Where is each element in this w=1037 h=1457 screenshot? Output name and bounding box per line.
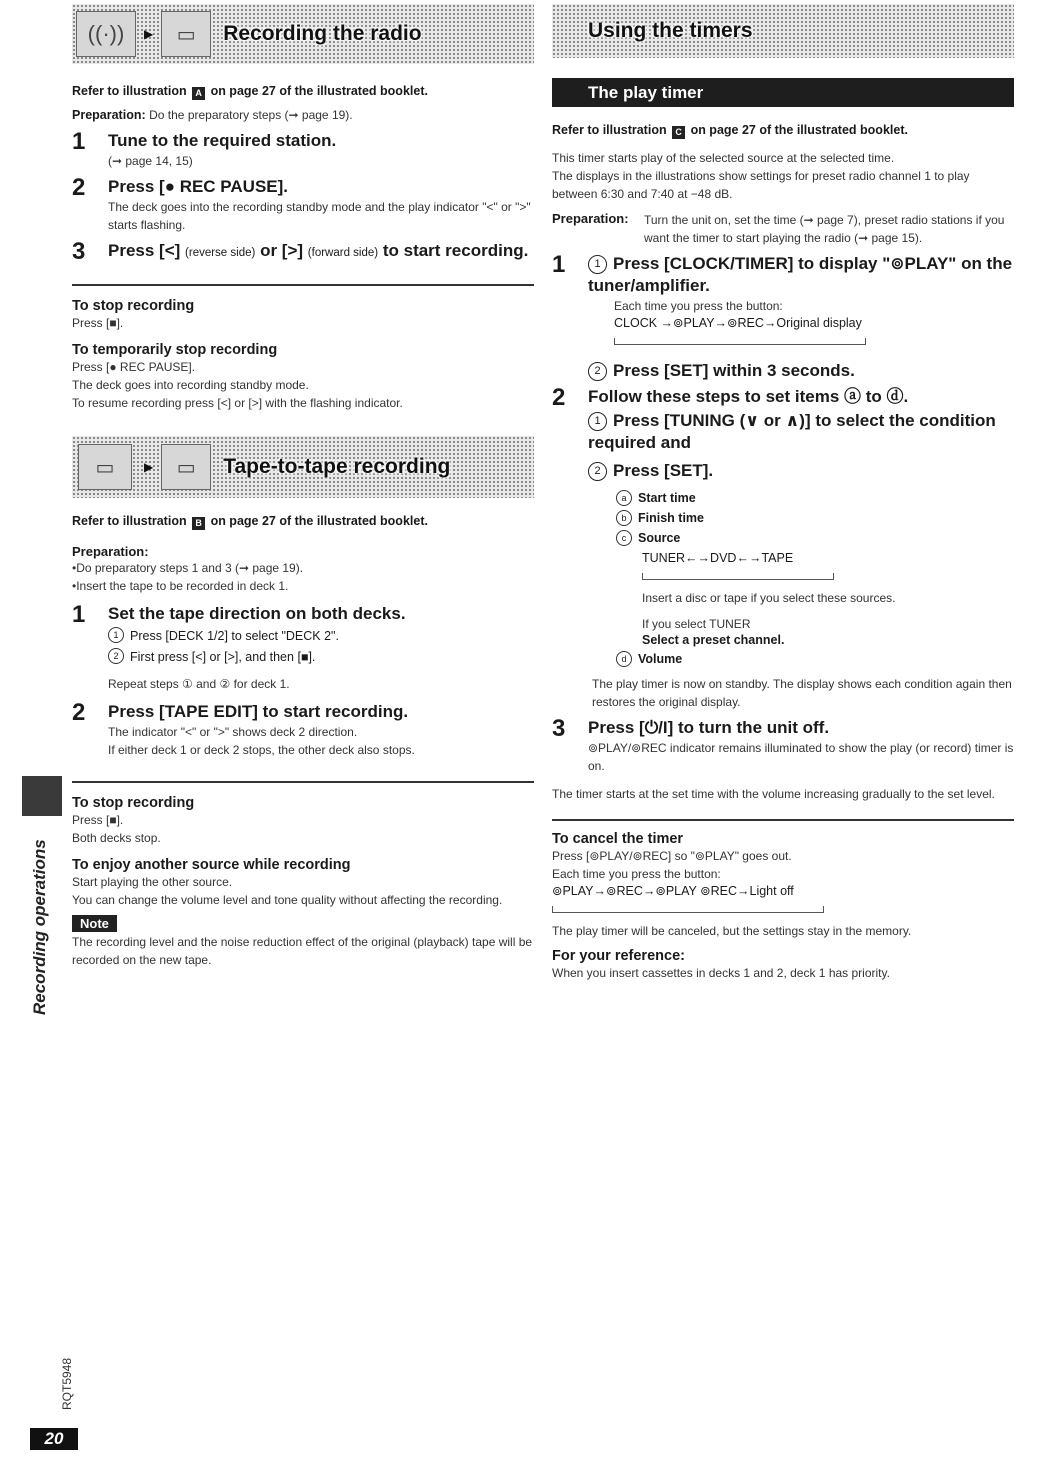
title-part: to start recording. xyxy=(382,241,529,260)
ref-text: on page 27 of the illustrated booklet. xyxy=(690,123,908,137)
step-title: Follow these steps to set items ⓐ to ⓓ. xyxy=(588,387,909,406)
reference-heading: For your reference: xyxy=(552,948,685,964)
flow-return-line xyxy=(614,338,866,345)
circled-1-icon: 1 xyxy=(588,412,607,431)
circled-2-icon: 2 xyxy=(588,362,607,381)
tape-step-2 xyxy=(72,701,534,759)
standby-text: The play timer is now on standby. The display shows each condition again then restores the original display. xyxy=(592,677,1012,709)
prep-item: •Do preparatory steps 1 and 3 (➞ page 19). xyxy=(72,561,304,575)
step-detail: ⊚PLAY/⊚REC indicator remains illuminated to show the play (or record) timer is on. xyxy=(588,741,1014,773)
item-label: Finish time xyxy=(638,511,704,525)
step-detail: (➞ page 14, 15) xyxy=(108,154,193,168)
flow-return-line xyxy=(642,573,834,580)
arrow-icon: ▶ xyxy=(144,27,154,41)
tape-step-1 xyxy=(72,603,534,693)
prep-text: Do the preparatory steps (➞ page 19). xyxy=(149,108,353,122)
radio-step-1 xyxy=(72,130,534,170)
cancel-text: Each time you press the button: xyxy=(552,867,721,881)
timer-preparation xyxy=(552,211,1014,247)
prep-item: •Insert the tape to be recorded in deck 1. xyxy=(72,579,289,593)
right-column xyxy=(552,0,1014,982)
document-code: RQT5948 xyxy=(60,1357,74,1410)
timers-title: Using the timers xyxy=(588,19,753,42)
radio-step-3 xyxy=(72,240,534,264)
display-flow: CLOCK →⊚PLAY→⊚REC→Original display xyxy=(614,316,862,330)
step-detail: The deck goes into the recording standby mode and the play indicator "<" or ">" starts flashing. xyxy=(108,200,531,232)
timer-items xyxy=(616,490,1014,667)
stop-recording-heading: To stop recording xyxy=(72,298,195,314)
circled-a-icon: a xyxy=(616,490,632,506)
step-number: 3 xyxy=(552,715,566,742)
title-part: or [>] xyxy=(260,241,304,260)
intro-text: The displays in the illustrations show settings for preset radio channel 1 to play between 6:30 and 7:40 at −48 dB. xyxy=(552,169,970,201)
stop-recording-text: Press [■]. xyxy=(72,316,124,330)
circled-b-icon: b xyxy=(616,510,632,526)
prep-label: Preparation: xyxy=(552,211,629,226)
circled-1-icon: 1 xyxy=(108,627,124,643)
step-title: Press [SET] within 3 seconds. xyxy=(613,361,855,380)
step-title: Press [● REC PAUSE]. xyxy=(108,177,289,196)
temp-stop-heading: To temporarily stop recording xyxy=(72,342,278,358)
radio-step-2 xyxy=(72,176,534,234)
cancel-heading: To cancel the timer xyxy=(552,831,684,847)
note-text: The recording level and the noise reduction effect of the original (playback) tape will be recorded on the new tape. xyxy=(72,935,533,967)
step-title: Press [TUNING (∨ or ∧)] to select the condition required and xyxy=(588,411,996,452)
prep-text: Turn the unit on, set the time (➞ page 7), preset radio stations if you want the timer to start playing the radio (➞ page 15). xyxy=(644,213,1005,245)
stop-recording-heading: To stop recording xyxy=(72,795,195,811)
ref-text: Refer to illustration xyxy=(552,123,667,137)
step-detail: If either deck 1 or deck 2 stops, the other deck also stops. xyxy=(108,743,415,757)
step-title xyxy=(108,240,534,264)
repeat-text: Repeat steps ① and ② for deck 1. xyxy=(108,677,290,691)
play-timer-bar: The play timer xyxy=(552,78,1014,107)
step-number: 1 xyxy=(72,128,86,155)
temp-stop-text: To resume recording press [<] or [>] with the flashing indicator. xyxy=(72,396,403,410)
radio-title: Recording the radio xyxy=(223,22,422,45)
stop-text: Press [■]. xyxy=(72,813,124,827)
tape-ref xyxy=(72,514,534,530)
tape-section-header xyxy=(72,436,534,498)
step-title: Press [TAPE EDIT] to start recording. xyxy=(108,702,409,721)
enjoy-text: Start playing the other source. xyxy=(72,875,233,889)
timer-step-3 xyxy=(552,717,1014,775)
arrow-icon: ▶ xyxy=(144,460,154,474)
step-title: Tune to the required station. xyxy=(108,131,337,150)
prep-label: Preparation: xyxy=(72,544,149,559)
circled-1-icon: 1 xyxy=(588,255,607,274)
title-part: (reverse side) xyxy=(185,247,256,259)
illustration-badge: B xyxy=(192,517,205,530)
step-detail: Each time you press the button: xyxy=(614,299,783,313)
circled-c-icon: c xyxy=(616,530,632,546)
stop-text: Both decks stop. xyxy=(72,831,161,845)
flow-return-line xyxy=(552,906,824,913)
tuner-instruction: Select a preset channel. xyxy=(642,633,785,647)
timer-ref xyxy=(552,123,1014,139)
radio-icon: ((·)) xyxy=(76,11,136,57)
illustration-badge: C xyxy=(672,126,685,139)
enjoy-text: You can change the volume level and tone quality without affecting the recording. xyxy=(72,893,503,907)
enjoy-heading: To enjoy another source while recording xyxy=(72,857,351,873)
step-title: Set the tape direction on both decks. xyxy=(108,604,406,623)
illustration-badge: A xyxy=(192,87,205,100)
title-part: (forward side) xyxy=(307,247,379,259)
substep-text: Press [DECK 1/2] to select "DECK 2". xyxy=(130,629,339,643)
item-label: Start time xyxy=(638,491,696,505)
title-part: Press [<] xyxy=(108,241,181,260)
step-title: Press [⏻/I] to turn the unit off. xyxy=(588,718,830,737)
temp-stop-text: Press [● REC PAUSE]. xyxy=(72,360,196,374)
left-column xyxy=(72,0,534,969)
cancel-flow: ⊚PLAY→⊚REC→⊚PLAY ⊚REC→Light off xyxy=(552,884,794,898)
cancel-text: Press [⊚PLAY/⊚REC] so "⊚PLAY" goes out. xyxy=(552,849,792,863)
item-label: Volume xyxy=(638,652,683,666)
circled-2-icon: 2 xyxy=(588,462,607,481)
step-detail: The indicator "<" or ">" shows deck 2 direction. xyxy=(108,725,358,739)
reference-text: When you insert cassettes in decks 1 and 2, deck 1 has priority. xyxy=(552,966,890,980)
item-label: Source xyxy=(638,531,681,545)
note-badge: Note xyxy=(72,915,117,932)
side-section-label: Recording operations xyxy=(30,839,49,1015)
step-number: 3 xyxy=(72,238,86,265)
step-number: 2 xyxy=(72,699,86,726)
ref-text: Refer to illustration xyxy=(72,84,187,98)
after-text: The timer starts at the set time with the volume increasing gradually to the set level. xyxy=(552,787,995,801)
prep-label: Preparation: xyxy=(72,108,146,122)
timer-step-1 xyxy=(552,253,1014,382)
step-number: 2 xyxy=(72,174,86,201)
temp-stop-text: The deck goes into recording standby mode. xyxy=(72,378,309,392)
radio-section-header xyxy=(72,4,534,64)
circled-d-icon: d xyxy=(616,651,632,667)
page-number: 20 xyxy=(30,1428,78,1450)
divider xyxy=(72,781,534,783)
source-note: Insert a disc or tape if you select these sources. xyxy=(642,591,896,605)
step-title: Press [CLOCK/TIMER] to display "⊚PLAY" on the tuner/amplifier. xyxy=(588,254,1013,295)
cassette-icon: ▭ xyxy=(161,444,211,490)
ref-text: on page 27 of the illustrated booklet. xyxy=(210,84,428,98)
step-number: 2 xyxy=(552,384,566,411)
tape-title: Tape-to-tape recording xyxy=(223,455,451,478)
section-tab-marker xyxy=(22,776,62,816)
cassette-icon: ▭ xyxy=(161,11,211,57)
divider xyxy=(72,284,534,286)
intro-text: This timer starts play of the selected source at the selected time. xyxy=(552,151,895,165)
tuner-note: If you select TUNER xyxy=(642,617,751,631)
source-flow: TUNER←→DVD←→TAPE xyxy=(642,551,794,565)
substep-text: First press [<] or [>], and then [■]. xyxy=(130,650,316,664)
circled-2-icon: 2 xyxy=(108,648,124,664)
step-number: 1 xyxy=(72,601,86,628)
cancel-text: The play timer will be canceled, but the settings stay in the memory. xyxy=(552,924,912,938)
timers-section-header xyxy=(552,4,1014,58)
radio-preparation xyxy=(72,106,534,124)
radio-ref xyxy=(72,84,534,100)
step-title: Press [SET]. xyxy=(613,461,714,480)
divider xyxy=(552,819,1014,821)
ref-text: Refer to illustration xyxy=(72,514,187,528)
deck-icon: ▭ xyxy=(78,444,132,490)
step-number: 1 xyxy=(552,251,566,278)
timer-step-2 xyxy=(552,386,1014,482)
ref-text: on page 27 of the illustrated booklet. xyxy=(210,514,428,528)
